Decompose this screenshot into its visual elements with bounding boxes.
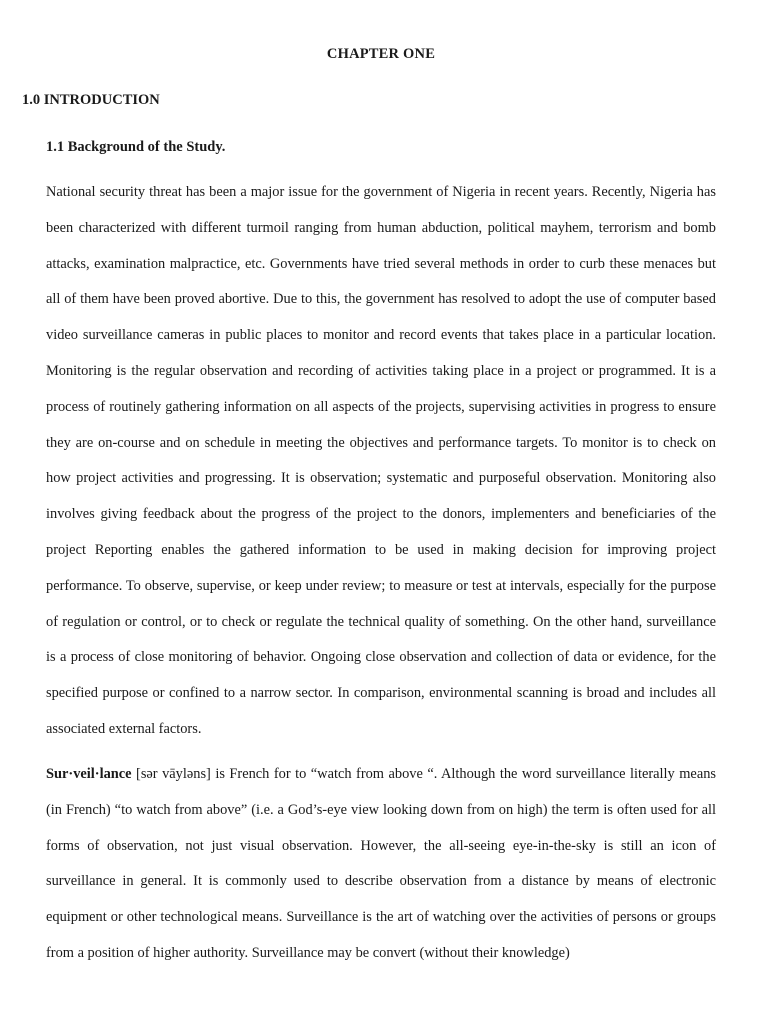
subsection-heading: 1.1 Background of the Study. bbox=[46, 139, 226, 155]
body-paragraph-2-text: [sər vāyləns] is French for to “watch from above “. Although the word surveillance literally means (in French) “to watch from above” (i.e. a God’s-eye view looking down from on high) the term is often used for all forms of observation, not just visual observation. However, the all-seeing eye-in-the-sky is still an icon of surveillance in general. It is commonly used to describe observation from a distance by means of electronic equipment or other technological means. Surveillance is the art of watching over the activities of persons or groups from a position of higher authority. Surveillance may be convert (without their knowledge) bbox=[46, 766, 716, 961]
body-paragraph-1: National security threat has been a major issue for the government of Nigeria in recent years. Recently, Nigeria has been characterized with different turmoil ranging from human abduction, political mayhem, terrorism and bomb attacks, examination malpractice, etc. Governments have tried several methods in order to curb these menaces but all of them have been proved abortive. Due to this, the government has resolved to adopt the use of computer based video surveillance cameras in public places to monitor and record events that takes place in a particular location. Monitoring is the regular observation and recording of activities taking place in a project or programmed. It is a process of routinely gathering information on all aspects of the projects, supervising activities in progress to ensure they are on-course and on schedule in meeting the objectives and performance targets. To monitor is to check on how project activities and progressing. It is observation; systematic and purposeful observation. Monitoring also involves giving feedback about the progress of the project to the donors, implementers and beneficiaries of the project Reporting enables the gathered information to be used in making decision for improving project performance. To observe, supervise, or keep under review; to measure or test at intervals, especially for the purpose of regulation or control, or to check or regulate the technical quality of something. On the other hand, surveillance is a process of close monitoring of behavior. Ongoing close observation and collection of data or evidence, for the specified purpose or confined to a narrow sector. In comparison, environmental scanning is broad and includes all associated external factors. bbox=[46, 184, 716, 737]
defined-term: Sur·veil·lance bbox=[46, 766, 132, 782]
body-paragraph-2 bbox=[46, 757, 716, 972]
section-heading: 1.0 INTRODUCTION bbox=[22, 92, 160, 108]
chapter-title: CHAPTER ONE bbox=[326, 46, 436, 62]
